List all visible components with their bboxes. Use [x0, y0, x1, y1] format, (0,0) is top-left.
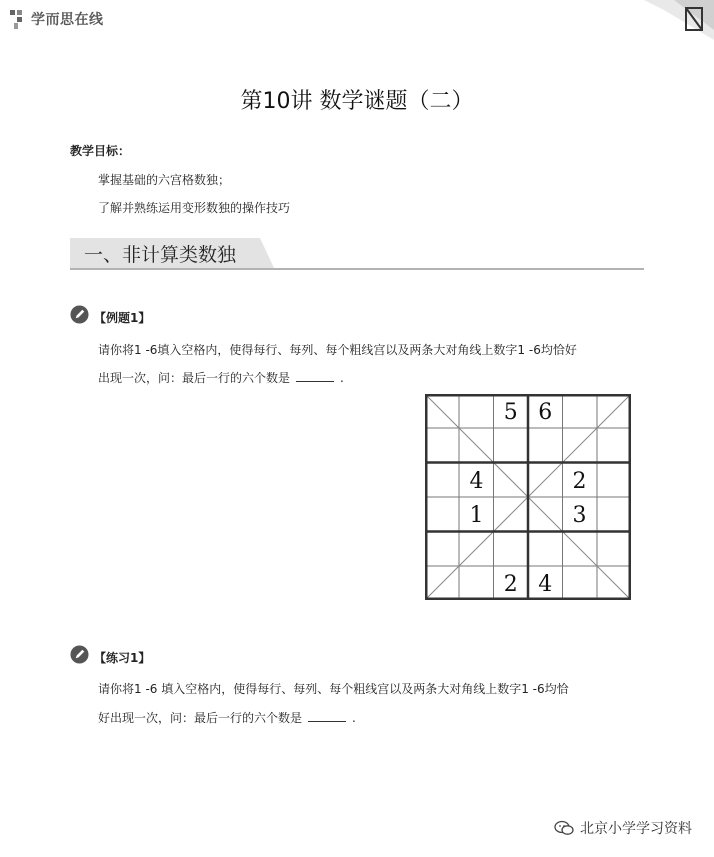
example-question-line-2 [98, 369, 344, 386]
goals-heading: 教学目标： [70, 144, 131, 158]
practice-question-line-1: 请你将1 -6 填入空格内，使得每行、每列、每个粗线宫以及两条大对角线上数字1 -6均恰 [98, 682, 569, 696]
sudoku-cell-value: 6 [538, 400, 553, 426]
example-question-end: . [340, 371, 344, 385]
corner-decoration-icon [644, 0, 714, 40]
brand-logo [8, 8, 104, 30]
pencil-icon [70, 645, 89, 664]
sudoku-grid [425, 394, 631, 600]
brand-name: 学而思在线 [31, 12, 104, 28]
section-title: 一、非计算类数独 [84, 244, 237, 266]
answer-blank [308, 710, 346, 722]
sudoku-cell-value: 4 [469, 468, 484, 494]
sudoku-cell-value: 1 [469, 503, 484, 529]
grid-lines [425, 394, 631, 600]
practice-question-text: 好出现一次，问：最后一行的六个数是 [98, 711, 303, 725]
example-label: 【例题1】 [94, 311, 151, 325]
sudoku-cell-value: 2 [503, 571, 518, 597]
page-title: 第10讲 数学谜题（二） [240, 89, 474, 114]
sudoku-cell-value: 2 [572, 468, 587, 494]
answer-blank [296, 370, 334, 382]
brand-logo-icon [8, 8, 28, 30]
example-question-text: 出现一次，问：最后一行的六个数是 [98, 371, 291, 385]
sudoku-cell-value: 5 [503, 400, 518, 426]
example-question-line-1: 请你将1 -6填入空格内，使得每行、每列、每个粗线宫以及两条大对角线上数字1 -6均恰好 [98, 343, 577, 357]
pencil-icon [70, 305, 89, 324]
wechat-icon [554, 820, 574, 836]
practice-label: 【练习1】 [94, 651, 151, 665]
goal-item-1: 掌握基础的六宫格数独； [98, 173, 231, 187]
practice-question-end: . [352, 711, 356, 725]
sudoku-cell-value: 3 [572, 503, 587, 529]
sudoku-cell-value: 4 [538, 571, 553, 597]
practice-question-line-2 [98, 709, 356, 726]
footer-watermark [554, 818, 692, 838]
footer-text: 北京小学学习资料 [580, 821, 692, 837]
goal-item-2: 了解并熟练运用变形数独的操作技巧 [98, 201, 291, 215]
